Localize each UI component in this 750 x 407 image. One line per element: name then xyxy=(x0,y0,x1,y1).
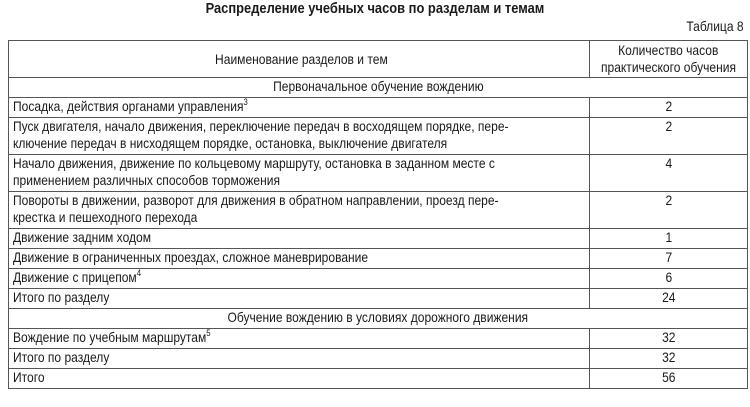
table-row xyxy=(9,249,748,269)
section-subtotal-row xyxy=(9,289,748,309)
table-row xyxy=(9,329,748,349)
header-hours-cell xyxy=(590,41,748,78)
table-row xyxy=(9,229,748,249)
footnote-marker: 4 xyxy=(136,268,142,278)
table-header-row xyxy=(9,41,748,78)
topic-text: Движение в ограниченных проездах, сложное маневрирование xyxy=(13,249,369,265)
topic-text-line1: Пуск двигателя, начало движения, переключение передач в восходящем порядке, пере- xyxy=(13,118,509,134)
hours-value: 32 xyxy=(661,329,676,345)
section-title: Первоначальное обучение вождению xyxy=(272,78,484,94)
section-subtotal-row xyxy=(9,349,748,369)
table-row xyxy=(9,98,748,118)
section-row xyxy=(9,78,748,98)
header-name-cell xyxy=(9,41,590,78)
header-hours-line2: практического обучения xyxy=(601,59,737,75)
hours-value: 2 xyxy=(665,192,673,208)
table-row xyxy=(9,192,748,229)
table-number-text: Таблица 8 xyxy=(686,18,744,34)
topic-cell xyxy=(9,155,590,192)
table-row xyxy=(9,118,748,155)
section-title: Обучение вождению в условиях дорожного движения xyxy=(227,309,529,325)
total-value: 56 xyxy=(661,369,676,385)
subtotal-label: Итого по разделу xyxy=(13,349,110,365)
table-row xyxy=(9,269,748,289)
hours-cell xyxy=(590,249,748,269)
grand-total-row xyxy=(9,369,748,389)
total-hours-cell xyxy=(590,369,748,389)
hours-value: 4 xyxy=(665,155,673,171)
table-title-text: Распределение учебных часов по разделам и темам xyxy=(205,0,545,17)
topic-text: Движение с прицепом xyxy=(13,269,137,285)
hours-cell xyxy=(590,98,748,118)
topic-text-line2: ключение передач в нисходящем порядке, остановка, выключение двигателя xyxy=(13,135,448,151)
total-label-cell xyxy=(9,369,590,389)
topic-cell xyxy=(9,329,590,349)
topic-text-line1: Начало движения, движение по кольцевому маршруту, остановка в заданном месте с xyxy=(13,155,495,171)
topic-cell xyxy=(9,269,590,289)
header-name: Наименование разделов и тем xyxy=(214,50,388,67)
footnote-marker: 5 xyxy=(206,328,211,338)
topic-cell xyxy=(9,118,590,155)
hours-cell xyxy=(590,192,748,229)
topic-text-line1: Повороты в движении, разворот для движения в обратном направлении, проезд пере- xyxy=(13,192,499,208)
hours-value: 1 xyxy=(665,229,673,245)
section-title-cell xyxy=(9,309,748,329)
topic-text-line2: крестка и пешеходного перехода xyxy=(13,209,198,225)
table-number-label xyxy=(677,17,744,35)
subtotal-value: 32 xyxy=(661,349,676,365)
hours-cell xyxy=(590,349,748,369)
table-row xyxy=(9,155,748,192)
hours-distribution-table xyxy=(8,40,748,389)
topic-text: Посадка, действия органами управления xyxy=(13,98,244,114)
subtotal-value: 24 xyxy=(661,289,676,305)
subtotal-label: Итого по разделу xyxy=(13,289,110,305)
hours-cell xyxy=(590,289,748,309)
topic-cell xyxy=(9,289,590,309)
topic-cell xyxy=(9,229,590,249)
hours-cell xyxy=(590,118,748,155)
topic-text: Вождение по учебным маршрутам xyxy=(13,329,207,345)
hours-value: 2 xyxy=(665,118,673,134)
hours-cell xyxy=(590,329,748,349)
topic-cell xyxy=(9,349,590,369)
topic-cell xyxy=(9,192,590,229)
total-label: Итого xyxy=(13,369,45,385)
topic-text: Движение задним ходом xyxy=(13,229,152,245)
hours-value: 2 xyxy=(665,98,673,114)
hours-value: 6 xyxy=(665,269,673,285)
hours-cell xyxy=(590,155,748,192)
topic-text-line2: применением различных способов торможения xyxy=(13,172,280,188)
hours-value: 7 xyxy=(665,249,673,265)
table-title xyxy=(0,0,750,18)
hours-cell xyxy=(590,229,748,249)
section-title-cell xyxy=(9,78,748,98)
hours-cell xyxy=(590,269,748,289)
footnote-marker: 3 xyxy=(243,97,248,107)
section-row xyxy=(9,309,748,329)
topic-cell xyxy=(9,98,590,118)
header-hours-line1: Количество часов xyxy=(618,42,719,58)
topic-cell xyxy=(9,249,590,269)
